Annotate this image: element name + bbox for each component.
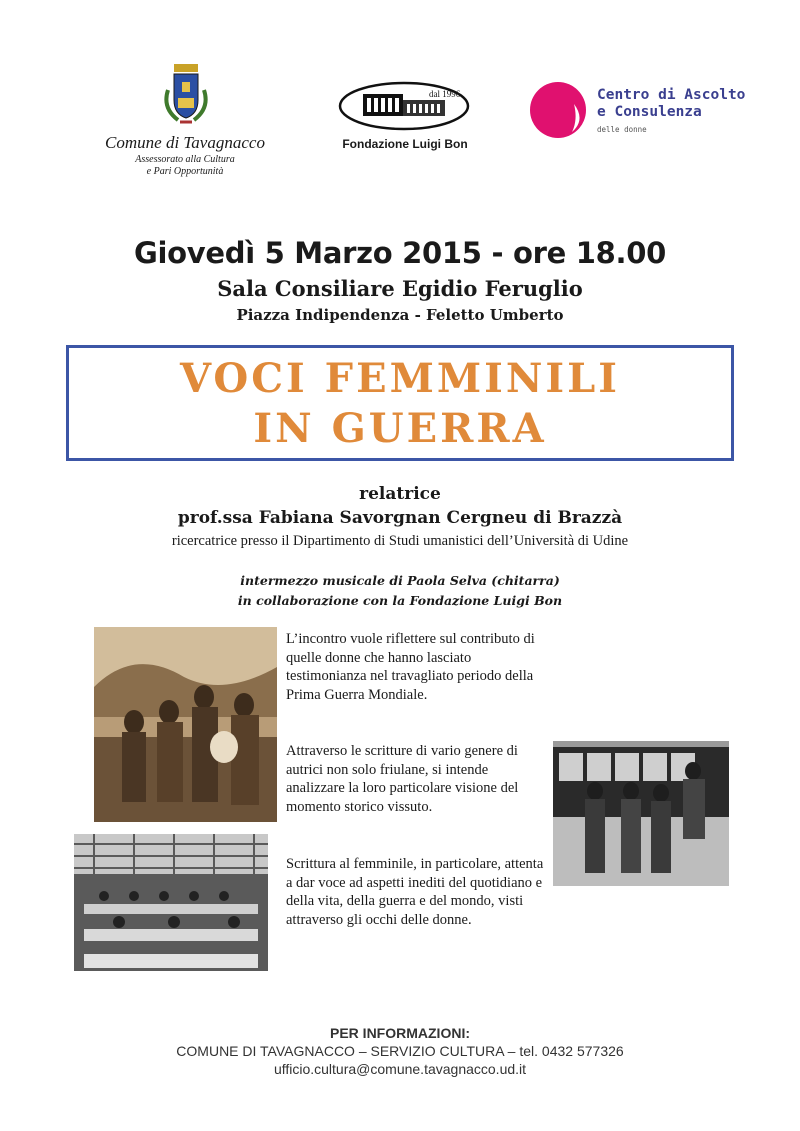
comune-subtitle: [70, 154, 300, 178]
title-line-1: VOCI FEMMINILI: [180, 355, 620, 402]
event-place: Piazza Indipendenza - Feletto Umberto: [236, 306, 564, 324]
centro-logo-icon: [528, 80, 590, 140]
comune-subtitle-line-2: e Pari Opportunità: [146, 166, 224, 177]
body-paragraph-1: L’incontro vuole riflettere sul contributo di quelle donne che hanno lasciato testimonianza nel travagliato periodo della Prima Guerra Mondiale.: [286, 631, 535, 703]
comune-name: Comune di Tavagnacco: [105, 133, 265, 152]
event-venue: Sala Consiliare Egidio Feruglio: [217, 276, 583, 301]
photo-women-sepia: [94, 627, 277, 822]
comune-subtitle-line-1: Assessorato alla Cultura: [135, 154, 235, 165]
centro-name-line-1: Centro di Ascolto: [597, 87, 746, 103]
photo-factory: [74, 834, 268, 971]
title-line-2: IN GUERRA: [253, 405, 547, 452]
comune-crest-icon: [160, 60, 212, 126]
photo-women-tram: [553, 741, 729, 886]
music-intermezzo: intermezzo musicale di Paola Selva (chitarra): [240, 573, 560, 588]
music-collaboration: in collaborazione con la Fondazione Luigi Bon: [237, 593, 563, 608]
speaker-label: relatrice: [359, 484, 441, 504]
fondazione-name: Fondazione Luigi Bon: [342, 137, 468, 151]
info-title: PER INFORMAZIONI:: [330, 1025, 470, 1041]
fondazione-logo-text: dal 1996: [429, 89, 461, 99]
centro-name-line-3: delle donne: [597, 125, 647, 134]
body-paragraph-3: Scrittura al femminile, in particolare, attenta a dar voce ad aspetti inediti del quotidiano e della vita, della guerra e del mondo, visti attraverso gli occhi delle donne.: [286, 856, 544, 928]
event-date: Giovedì 5 Marzo 2015 - ore 18.00: [134, 236, 666, 270]
centro-name-line-2: e Consulenza: [597, 104, 702, 120]
info-email: ufficio.cultura@comune.tavagnacco.ud.it: [273, 1061, 527, 1077]
speaker-role: ricercatrice presso il Dipartimento di Studi umanistici dell’Università di Udine: [171, 533, 629, 549]
fondazione-logo-icon: [337, 80, 471, 132]
speaker-name: prof.ssa Fabiana Savorgnan Cergneu di Brazzà: [177, 508, 623, 528]
body-paragraph-2: Attraverso le scritture di vario genere di autrici non solo friulane, si intende analizzare la loro particolare visione del momento storico vissuto.: [286, 743, 519, 815]
info-contact: COMUNE DI TAVAGNACCO – SERVIZIO CULTURA – tel. 0432 577326: [176, 1043, 624, 1059]
